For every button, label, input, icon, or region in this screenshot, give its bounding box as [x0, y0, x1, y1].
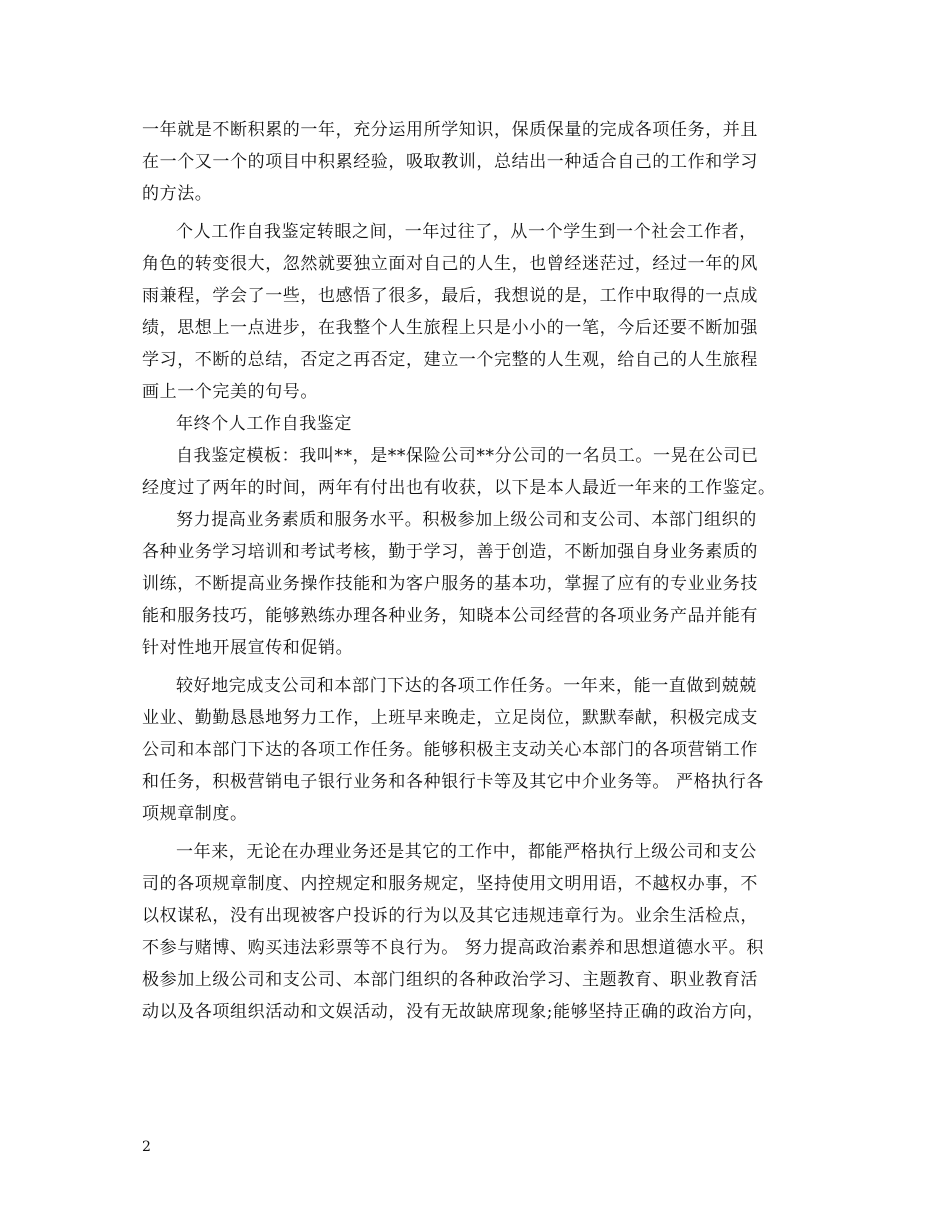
text-line: 角色的转变很大，忽然就要独立面对自己的人生，也曾经迷茫过，经过一年的风: [142, 254, 758, 274]
text-line: 极参加上级公司和支公司、本部门组织的各种政治学习、主题教育、职业教育活: [142, 970, 758, 990]
paragraph-first-line: 努力提高业务素质和服务水平。积极参加上级公司和支公司、本部门组织的: [176, 510, 757, 530]
paragraph-first-line: 自我鉴定模板：我叫**，是**保险公司**分公司的一名员工。一晃在公司已: [176, 446, 759, 466]
text-line: 以权谋私，没有出现被客户投诉的行为以及其它违规违章行为。业余生活检点，: [142, 906, 758, 926]
text-line: 雨兼程，学会了一些，也感悟了很多，最后，我想说的是，工作中取得的一点成: [142, 286, 758, 306]
text-line: 一年就是不断积累的一年，充分运用所学知识，保质保量的完成各项任务，并且: [142, 120, 758, 140]
paragraph-first-line: 一年来，无论在办理业务还是其它的工作中，都能严格执行上级公司和支公: [176, 842, 757, 862]
text-line: 公司和本部门下达的各项工作任务。能够积极主支动关心本部门的各项营销工作: [142, 740, 758, 760]
text-line: 在一个又一个的项目中积累经验，吸取教训，总结出一种适合自己的工作和学习: [142, 152, 758, 172]
text-line: 司的各项规章制度、内控规定和服务规定，坚持使用文明用语，不越权办事，不: [142, 874, 758, 894]
text-line: 画上一个完美的句号。: [142, 382, 318, 402]
text-line: 和任务，积极营销电子银行业务和各种银行卡等及其它中介业务等。 严格执行各: [142, 772, 765, 792]
text-line: 训练，不断提高业务操作技能和为客户服务的基本功，掌握了应有的专业业务技: [142, 574, 758, 594]
text-line: 经度过了两年的时间，两年有付出也有收获，以下是本人最近一年来的工作鉴定。: [142, 478, 776, 498]
text-line: 不参与赌博、购买违法彩票等不良行为。 努力提高政治素养和思想道德水平。积: [142, 938, 765, 958]
page-number: 2: [142, 1139, 151, 1155]
text-line: 项规章制度。: [142, 804, 248, 824]
paragraph-first-line: 较好地完成支公司和本部门下达的各项工作任务。一年来，能一直做到兢兢: [176, 676, 757, 696]
section-heading: 年终个人工作自我鉴定: [176, 414, 352, 434]
text-line: 绩，思想上一点进步，在我整个人生旅程上只是小小的一笔，今后还要不断加强: [142, 318, 758, 338]
text-line: 各种业务学习培训和考试考核，勤于学习，善于创造，不断加强自身业务素质的: [142, 542, 758, 562]
text-line: 动以及各项组织活动和文娱活动，没有无故缺席现象;能够坚持正确的政治方向，: [142, 1002, 765, 1022]
text-line: 业业、勤勤恳恳地努力工作，上班早来晚走，立足岗位，默默奉献，积极完成支: [142, 708, 758, 728]
text-line: 能和服务技巧，能够熟练办理各种业务，知晓本公司经营的各项业务产品并能有: [142, 606, 758, 626]
text-line: 针对性地开展宣传和促销。: [142, 638, 354, 658]
text-line: 的方法。: [142, 184, 213, 204]
text-line: 学习，不断的总结，否定之再否定，建立一个完整的人生观，给自己的人生旅程: [142, 350, 758, 370]
paragraph-first-line: 个人工作自我鉴定转眼之间，一年过往了，从一个学生到一个社会工作者，: [176, 222, 757, 242]
document-body: [142, 114, 814, 1028]
